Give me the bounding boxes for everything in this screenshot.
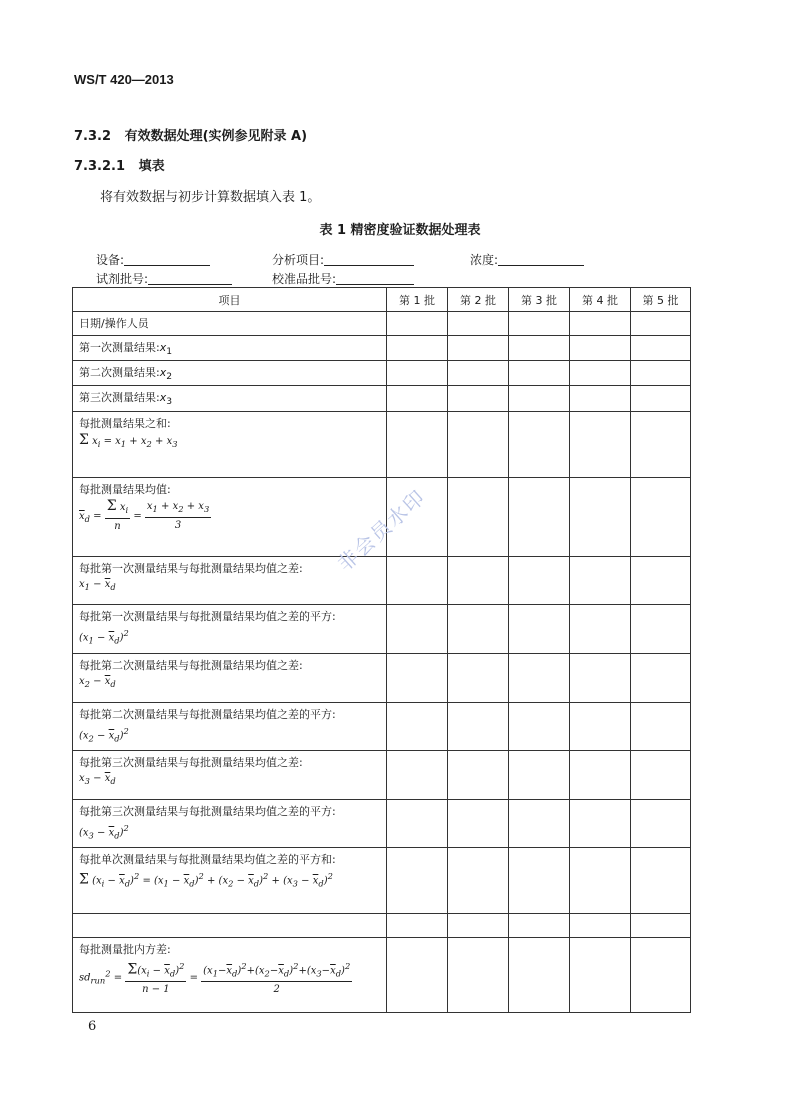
concentration-blank [498,253,584,266]
equipment-field [96,251,210,268]
col-header-item: 项目 [73,288,387,312]
row-batch-mean [73,477,387,556]
instruction-paragraph: 将有效数据与初步计算数据填入表 1。 [100,190,321,205]
table-row [73,386,691,411]
row-label: 每批测量批内方差: [79,942,171,956]
col-header-batch-5: 第 5 批 [631,288,691,312]
section-heading [74,125,307,144]
page-number: 6 [88,1019,97,1034]
row-third-measure: 第三次测量结果$:x_3$ [73,386,387,411]
table-row [73,799,691,847]
row-label: 每批单次测量结果与每批测量结果均值之差的平方和: [79,852,336,866]
diff-square-formula: $(x_1 - \overline{x}_d)^2$ [79,627,129,645]
analysis-item-blank [324,253,414,266]
subsection-title: 填表 [138,159,165,174]
row-within-batch-variance [73,937,387,1012]
table-row-empty [73,913,691,937]
col-header-batch-4: 第 4 批 [570,288,631,312]
concentration-field [470,251,584,268]
reagent-lot-field [96,270,232,287]
table-row [73,361,691,386]
table-row [73,336,691,361]
table-row [73,604,691,653]
row-label: 每批第一次测量结果与每批测量结果均值之差: [79,561,303,575]
row-date-operator [73,312,387,336]
subsection-heading [74,155,165,174]
row-label: 每批第一次测量结果与每批测量结果均值之差的平方: [79,609,336,623]
subsection-number: 7.3.2.1 [74,159,125,174]
row-first-diff-square [73,604,387,653]
row-label: 每批第二次测量结果与每批测量结果均值之差的平方: [79,707,336,721]
table-caption: 表 1 精密度验证数据处理表 [319,223,481,238]
table-row [73,750,691,799]
calibrator-lot-field [272,270,414,287]
analysis-item-field [272,251,414,268]
col-header-batch-3: 第 3 批 [509,288,570,312]
table-header-row [73,288,691,312]
row-label: 第二次测量结果: [79,366,160,380]
row-label: 每批测量结果均值: [79,482,171,496]
diff-formula: $x_2 - \overline{x}_d$ [79,675,116,689]
row-third-diff-square [73,799,387,847]
table-row [73,937,691,1012]
section-number: 7.3.2 [74,129,112,144]
diff-square-formula: $(x_2 - \overline{x}_d)^2$ [79,725,129,743]
standard-code: WS/T 420—2013 [74,72,174,87]
row-second-measure: 第二次测量结果$:x_2$ [73,361,387,386]
row-label: 第一次测量结果: [79,341,160,354]
row-batch-sum [73,411,387,477]
diff-square-formula: $(x_3 - \overline{x}_d)^2$ [79,822,129,840]
row-label: 每批第二次测量结果与每批测量结果均值之差: [79,658,303,672]
table-row [73,556,691,604]
reagent-lot-label: 试剂批号: [96,272,149,286]
table-row [73,312,691,336]
row-third-diff [73,750,387,799]
table-row [73,411,691,477]
col-header-batch-1: 第 1 批 [387,288,448,312]
mean-formula: $\overline{x}_d$ = $\frac{\Sigma x_i}{n}$ = $\frac{x_1 + x_2 + x_3}{3}$ [79,497,210,532]
calibrator-lot-blank [336,272,414,285]
row-label: 每批第三次测量结果与每批测量结果均值之差的平方: [79,804,336,818]
diff-formula: $x_1 - \overline{x}_d$ [79,578,116,592]
equipment-label: 设备: [96,253,125,267]
diff-formula: $x_3 - \overline{x}_d$ [79,772,116,786]
row-label: 每批第三次测量结果与每批测量结果均值之差: [79,755,303,769]
table-row [73,847,691,913]
watermark: 非会员水印 [332,484,431,576]
row-second-diff [73,653,387,702]
row-sum-of-squares [73,847,387,913]
precision-data-table [72,287,691,1013]
analysis-item-label: 分析项目: [272,253,325,267]
equipment-blank [124,253,210,266]
table-row [73,702,691,750]
section-title: 有效数据处理(实例参见附录 A) [124,129,308,144]
row-label: 日期/操作人员 [79,317,149,330]
col-header-batch-2: 第 2 批 [448,288,509,312]
sum-squares-formula: Σ $(x_i - \overline{x}_d)^2 = (x_1 - \overline{x}_d)^2 + (x_2 - \overline{x}_d)^2 + (x_3 - \overline{x}_d)^2$ [79,870,333,888]
variance-formula: $sd_{run}^2$ = $\frac{\Sigma(x_i - \overline{x}_d)^2}{n - 1}$ = $\frac{(x_1-\overline{x}_d)^2+(x_2-\overline{x}_d)^2+(x_3-\overline{x}_d)^2}{2}$ [79,958,380,998]
row-second-diff-square [73,702,387,750]
reagent-lot-blank [148,272,232,285]
row-label: 每批测量结果之和: [79,416,171,430]
table-row [73,653,691,702]
row-label: 第三次测量结果: [79,391,160,405]
calibrator-lot-label: 校准品批号: [272,272,337,286]
concentration-label: 浓度: [470,253,499,267]
row-first-measure: 第一次测量结果$:x_1$ [73,336,387,361]
sum-formula: Σ $x_i = x_1 + x_2 + x_3$ [79,431,178,449]
